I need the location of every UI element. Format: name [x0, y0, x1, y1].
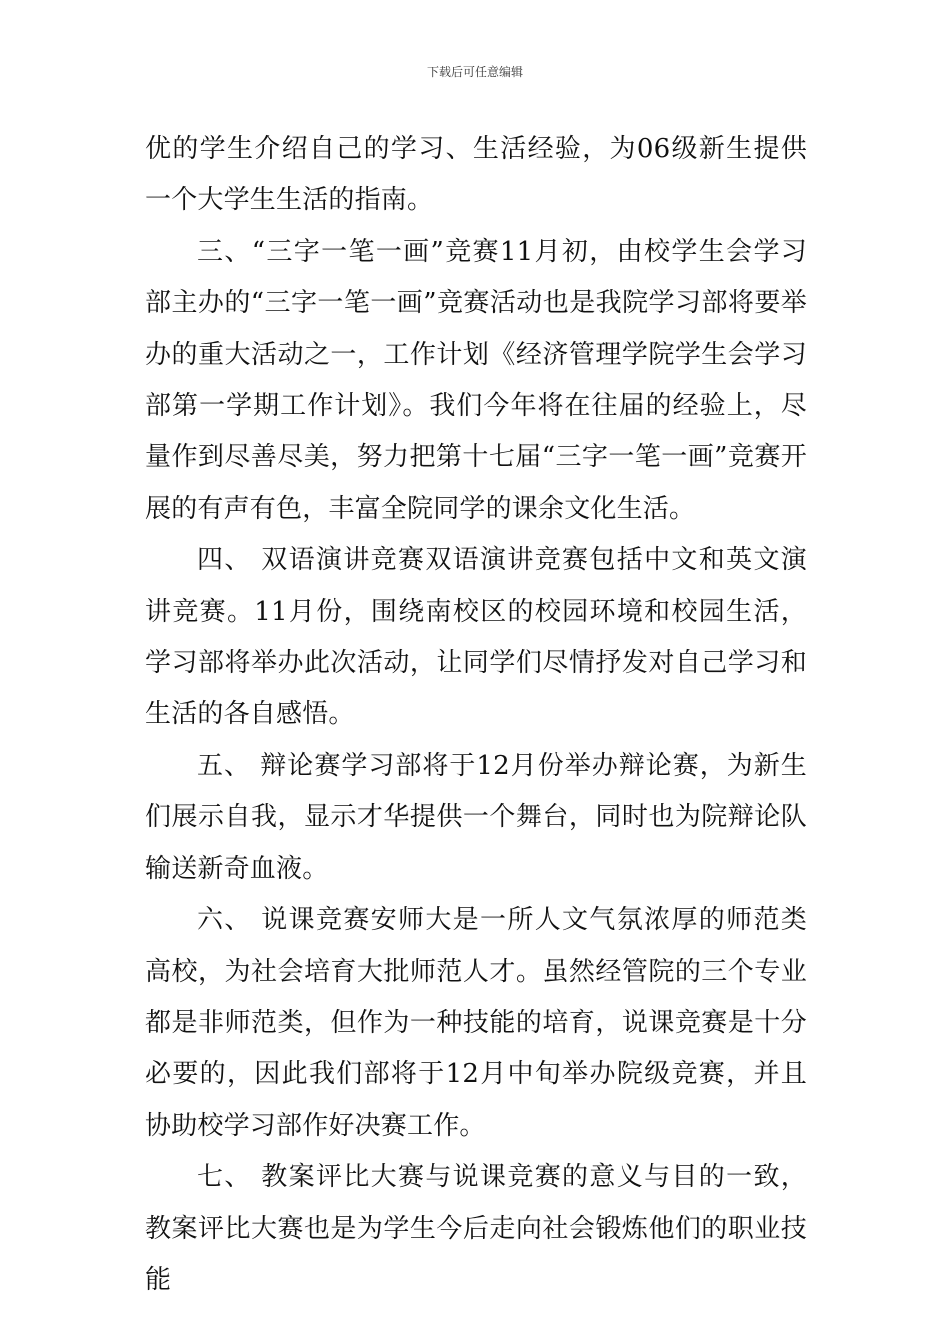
- paragraph-continuation: 优的学生介绍自己的学习、生活经验，为06级新生提供一个大学生生活的指南。: [145, 134, 807, 216]
- paragraph-item-7: 七、 教案评比大赛与说课竞赛的意义与目的一致，教案评比大赛也是为学生今后走向社会锻炼他们的职业技能: [145, 1162, 807, 1295]
- paragraph-item-5: 五、 辩论赛学习部将于12月份举办辩论赛，为新生们展示自我，显示才华提供一个舞台，同时也为院辩论队输送新奇血液。: [145, 750, 807, 884]
- page-header: 下载后可任意编辑: [426, 65, 523, 79]
- document-body: [145, 124, 807, 1306]
- paragraph-item-4: 四、 双语演讲竞赛双语演讲竞赛包括中文和英文演讲竞赛。11月份，围绕南校区的校园环境和校园生活，学习部将举办此次活动，让同学们尽情抒发对自己学习和生活的各自感悟。: [145, 545, 807, 730]
- paragraph-item-3: 三、“三字一笔一画”竞赛11月初，由校学生会学习部主办的“三字一笔一画”竞赛活动也是我院学习部将要举办的重大活动之一，工作计划《经济管理学院学生会学习部第一学期工作计划》。我们今年将在往届的经验上，尽量作到尽善尽美，努力把第十七届“三字一笔一画”竞赛开展的有声有色，丰富全院同学的课余文化生活。: [145, 236, 807, 524]
- paragraph-item-6: 六、 说课竞赛安师大是一所人文气氛浓厚的师范类高校，为社会培育大批师范人才。虽然经管院的三个专业都是非师范类，但作为一种技能的培育，说课竞赛是十分必要的，因此我们部将于12月中旬举办院级竞赛，并且协助校学习部作好决赛工作。: [145, 905, 807, 1141]
